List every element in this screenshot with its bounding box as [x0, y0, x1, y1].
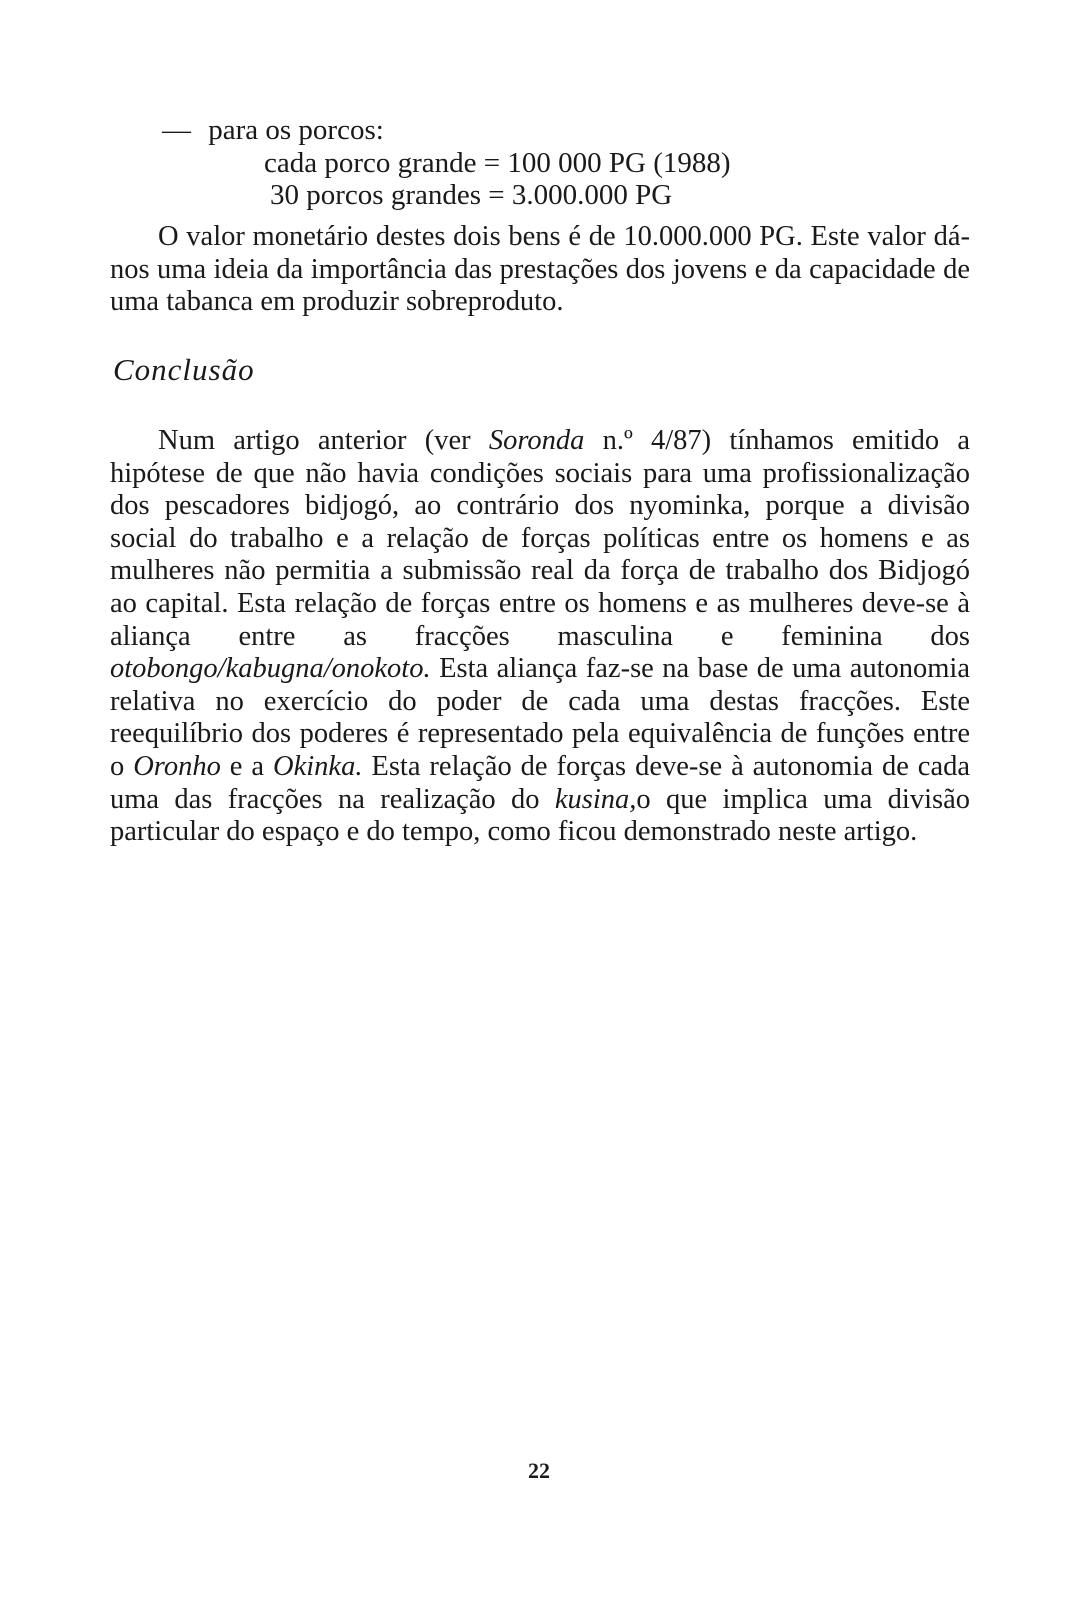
list-label: para os porcos:: [208, 114, 384, 146]
term-okinka: Okinka.: [273, 750, 363, 782]
page-number: 22: [528, 1458, 550, 1483]
conclusion-text-3: Esta aliança faz-se na base de uma autonomia relativa no exercício do poder de cada uma destas fracções. Este reequilíbrio dos poderes é representado pela equivalência de funções entre o: [110, 653, 970, 782]
conclusion-text-2: n.º 4/87) tínhamos emitido a hipótese de que não havia condições sociais para uma profissionalização dos pescadores bidjogó, ao contrário dos nyominka, porque a divisão social do trabalho e a relação de forças políticas entre os homens e as mulheres não permitia a submissão real da força de trabalho dos Bidjogó ao capital. Esta relação de forças entre os homens e as mulheres deve-se à aliança entre as fracções masculina e feminina dos: [110, 425, 970, 652]
calculation-line-2: 30 porcos grandes = 3.000.000 PG: [270, 179, 673, 211]
term-kusina: kusina,: [554, 783, 637, 815]
conclusion-text-4: e a: [220, 750, 274, 782]
conclusion-text-6: o que implica uma divisão particular do espaço e do tempo, como ficou demonstrado neste artigo.: [110, 783, 970, 848]
list-dash: —: [162, 114, 191, 146]
conclusion-text-1: Num artigo anterior (ver: [158, 425, 489, 456]
list-item: [162, 114, 384, 147]
conclusion-text-5: Esta relação de forças deve-se à autonomia de cada uma das fracções na realização do: [110, 750, 970, 815]
term-oronho: Oronho: [133, 750, 221, 782]
conclusion-paragraph: [110, 425, 970, 849]
term-otobongo: otobongo/kabugna/onokoto.: [110, 653, 431, 685]
calculation-line-1: cada porco grande = 100 000 PG (1988): [264, 147, 731, 179]
summary-paragraph: O valor monetário destes dois bens é de 10.000.000 PG. Este valor dá-nos uma ideia da importância das prestações dos jovens e da capacidade de uma tabanca em produzir sobreproduto.: [110, 221, 970, 318]
reference-title: Soronda: [488, 425, 585, 456]
section-heading: Conclusão: [113, 352, 255, 387]
